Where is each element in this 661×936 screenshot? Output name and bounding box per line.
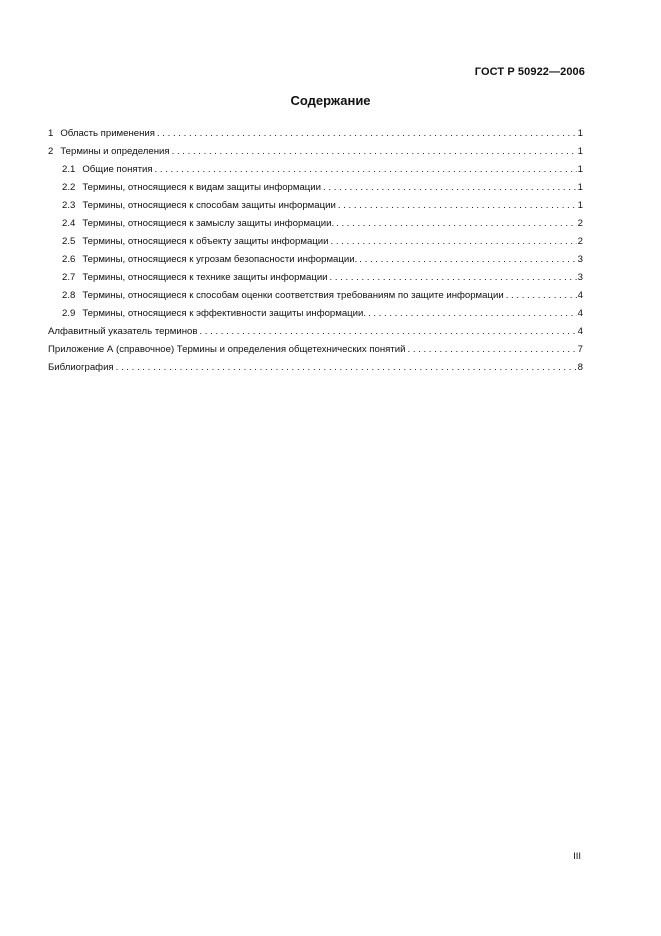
toc-entry-number: 2.1 [62, 164, 76, 175]
toc-entry[interactable] [48, 143, 583, 161]
toc-entry-page: 1 [577, 128, 583, 139]
toc-entry-number: 2.6 [62, 254, 76, 265]
toc-entry-page: 7 [577, 344, 583, 355]
toc-entry-page: 2 [577, 218, 583, 229]
toc-title: Содержание [290, 93, 371, 108]
toc-entry-text: Термины, относящиеся к угрозам безопасности информации. [82, 254, 358, 265]
toc-entry[interactable] [48, 161, 583, 179]
toc-entry-page: 1 [577, 164, 583, 175]
toc-entry-text: Термины, относящиеся к видам защиты информации [82, 182, 322, 193]
toc-entry-number: 2.9 [62, 308, 76, 319]
toc-entry[interactable] [48, 341, 583, 359]
toc-entry[interactable] [48, 197, 583, 215]
toc-entry[interactable] [48, 323, 583, 341]
toc-leader-dots [405, 341, 576, 359]
toc-entry[interactable] [48, 287, 583, 305]
toc-entry-number: 2.8 [62, 290, 76, 301]
toc-entry-number: 2.4 [62, 218, 76, 229]
toc-entry[interactable] [48, 251, 583, 269]
toc-entry[interactable] [48, 359, 583, 377]
toc-entry[interactable] [48, 305, 583, 323]
toc-leader-dots [504, 287, 577, 305]
toc-entry-text: Термины, относящиеся к эффективности защиты информации. [82, 308, 367, 319]
toc-entry-page: 1 [577, 146, 583, 157]
toc-leader-dots [155, 125, 577, 143]
toc-entry-number: 2.3 [62, 200, 76, 211]
toc-entry-number: 1 [48, 128, 54, 139]
document-code: ГОСТ Р 50922—2006 [474, 66, 585, 78]
toc-leader-dots [329, 233, 577, 251]
toc-entry-page: 8 [577, 362, 583, 373]
toc-leader-dots [336, 197, 577, 215]
toc-leader-dots [170, 143, 577, 161]
page-number: III [573, 851, 581, 862]
toc-leader-dots [197, 323, 576, 341]
table-of-contents [48, 125, 583, 377]
toc-entry-page: 3 [577, 272, 583, 283]
toc-entry-page: 4 [577, 326, 583, 337]
toc-entry[interactable] [48, 233, 583, 251]
toc-leader-dots [366, 305, 577, 323]
toc-entry-number: 2.7 [62, 272, 76, 283]
toc-leader-dots [328, 269, 577, 287]
toc-entry-page: 4 [577, 290, 583, 301]
toc-leader-dots [321, 179, 577, 197]
toc-entry[interactable] [48, 215, 583, 233]
toc-leader-dots [334, 215, 577, 233]
toc-entry-text: Термины, относящиеся к замыслу защиты информации. [82, 218, 335, 229]
toc-entry[interactable] [48, 179, 583, 197]
toc-entry-text: Общие понятия [82, 164, 153, 175]
toc-entry-page: 1 [577, 182, 583, 193]
toc-entry-text: Область применения [60, 128, 155, 139]
toc-entry[interactable] [48, 269, 583, 287]
toc-entry-text: Термины, относящиеся к способам оценки соответствия требованиям по защите информации [82, 290, 504, 301]
toc-entry-page: 3 [577, 254, 583, 265]
toc-entry-number: 2.5 [62, 236, 76, 247]
toc-entry-text: Термины, относящиеся к объекту защиты информации [82, 236, 329, 247]
toc-entry-page: 2 [577, 236, 583, 247]
toc-leader-dots [357, 251, 576, 269]
toc-entry-text: Приложение А (справочное) Термины и определения общетехнических понятий [48, 344, 406, 355]
toc-entry-page: 1 [577, 200, 583, 211]
toc-entry[interactable] [48, 125, 583, 143]
toc-entry-page: 4 [577, 308, 583, 319]
toc-entry-text: Термины и определения [60, 146, 170, 157]
toc-leader-dots [114, 359, 577, 377]
toc-leader-dots [153, 161, 577, 179]
toc-entry-text: Библиография [48, 362, 114, 373]
toc-entry-text: Алфавитный указатель терминов [48, 326, 198, 337]
toc-entry-number: 2.2 [62, 182, 76, 193]
toc-entry-text: Термины, относящиеся к технике защиты информации [82, 272, 328, 283]
toc-entry-text: Термины, относящиеся к способам защиты информации [82, 200, 336, 211]
toc-entry-number: 2 [48, 146, 54, 157]
